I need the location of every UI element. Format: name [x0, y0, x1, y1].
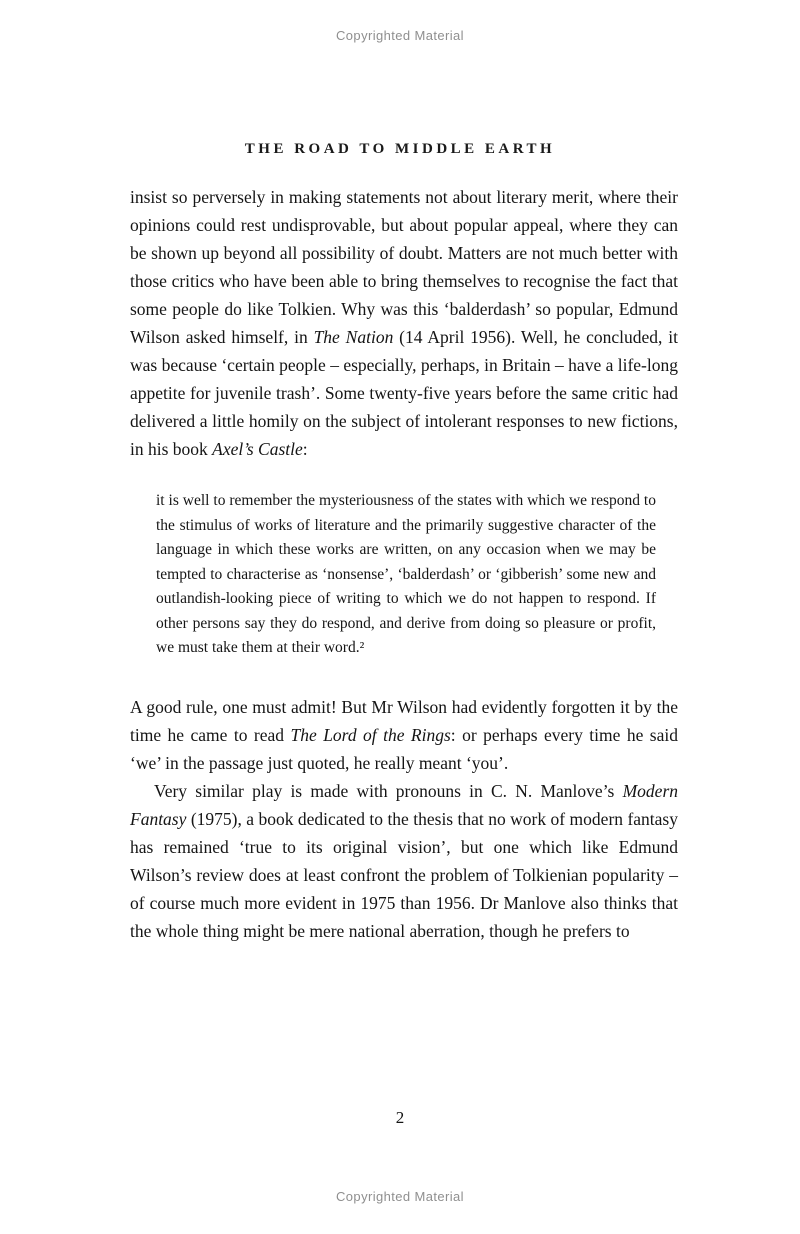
page-text	[130, 183, 678, 945]
paragraph: A good rule, one must admit! But Mr Wilson had evidently forgotten it by the time he came to read The Lord of the Rings: or perhaps every time he said ‘we’ in the passage just quoted, he really meant ‘you’.	[130, 696, 678, 773]
running-header: THE ROAD TO MIDDLE EARTH	[244, 141, 556, 157]
paragraph: Very similar play is made with pronouns in C. N. Manlove’s Modern Fantasy (1975), a book dedicated to the thesis that no work of modern fantasy has remained ‘true to its original vision’, but one which like Edmund Wilson’s review does at least confront the problem of Tolkienian popularity – of course much more evident in 1975 than 1956. Dr Manlove also thinks that the whole thing might be mere national aberration, though he prefers to	[130, 780, 678, 941]
paragraph-continuation: insist so perversely in making statements not about literary merit, where their opinions could rest undisprovable, but about popular appeal, where they can be shown up beyond all possibility of doubt. Matters are not much better with those critics who have been able to bring themselves to recognise the fact that some people do like Tolkien. Why was this ‘balderdash’ so popular, Edmund Wilson asked himself, in The Nation (14 April 1956). Well, he concluded, it was because ‘certain people – especially, perhaps, in Britain – have a life-long appetite for juvenile trash’. Some twenty-five years before the same critic had delivered a little homily on the subject of intolerant responses to new fictions, in his book Axel’s Castle:	[130, 187, 678, 459]
copyright-notice-top: Copyrighted Material	[336, 28, 464, 43]
copyright-notice-bottom: Copyrighted Material	[336, 1189, 464, 1204]
block-quote: it is well to remember the mysteriousness of the states with which we respond to the stimulus of works of literature and the primarily suggestive character of the language in which these works are written, on any occasion when we may be tempted to characterise as ‘nonsense’, ‘balderdash’ or ‘gibberish’ some new and outlandish-looking piece of writing to which we do not happen to respond. If other persons say they do respond, and derive from doing so pleasure or profit, we must take them at their word.²	[156, 492, 656, 656]
page-number: 2	[395, 1108, 405, 1127]
